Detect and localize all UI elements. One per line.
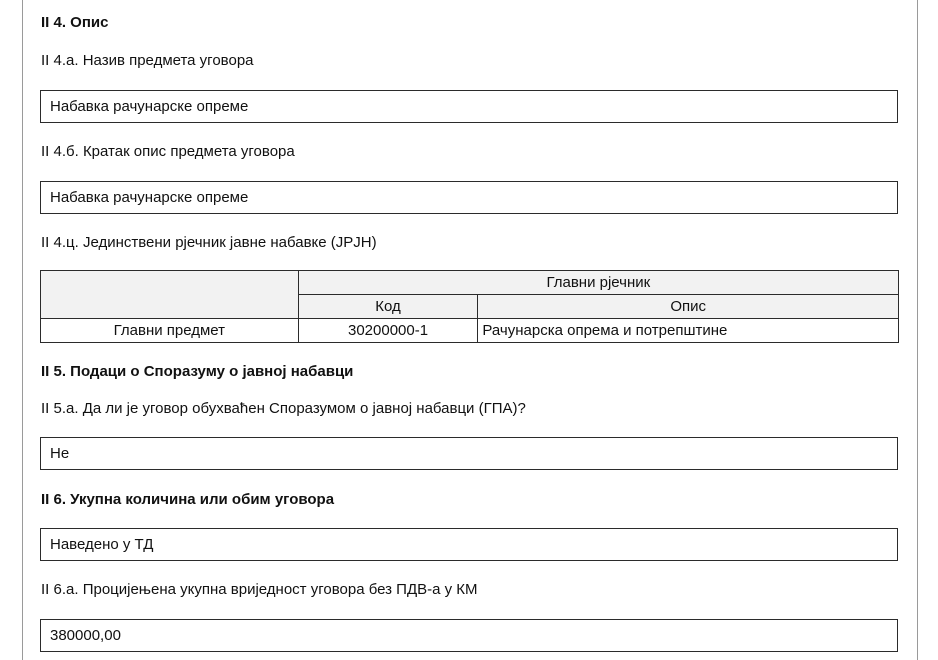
cpv-row-label: Главни предмет: [41, 319, 299, 343]
cpv-table: [40, 270, 899, 343]
estimated-value-field: 380000,00: [40, 619, 898, 652]
total-quantity-field: Наведено у ТД: [40, 528, 898, 561]
cpv-row-code: 30200000-1: [298, 319, 478, 343]
contract-short-description-field: Набавка рачунарске опреме: [40, 181, 898, 214]
section-4a-label: II 4.а. Назив предмета уговора: [41, 52, 254, 69]
cpv-row-description: Рачунарска опрема и потрепштине: [478, 319, 899, 343]
section-5-heading: II 5. Подаци о Споразуму о јавној набавци: [41, 363, 354, 380]
cpv-table-header-row: [41, 271, 899, 295]
section-4c-label: II 4.ц. Јединствени рјечник јавне набавке (ЈРЈН): [41, 234, 377, 251]
section-5a-label: II 5.а. Да ли је уговор обухваћен Споразумом о јавној набавци (ГПА)?: [41, 400, 526, 417]
table-row: [41, 319, 899, 343]
section-6a-label: II 6.а. Процијењена укупна вриједност уговора без ПДВ-а у КМ: [41, 581, 478, 598]
section-6-heading: II 6. Укупна количина или обим уговора: [41, 491, 335, 508]
section-4-heading: II 4. Опис: [41, 14, 109, 31]
page-border-left: [22, 0, 23, 660]
page-border-right: [917, 0, 918, 660]
gpa-coverage-field: Не: [40, 437, 898, 470]
cpv-table-description-header: Опис: [478, 295, 899, 319]
cpv-table-group-header: Главни рјечник: [298, 271, 898, 295]
contract-title-field: Набавка рачунарске опреме: [40, 90, 898, 123]
cpv-table-corner-cell: [41, 271, 299, 319]
cpv-table-code-header: Код: [298, 295, 478, 319]
section-4b-label: II 4.б. Кратак опис предмета уговора: [41, 143, 295, 160]
